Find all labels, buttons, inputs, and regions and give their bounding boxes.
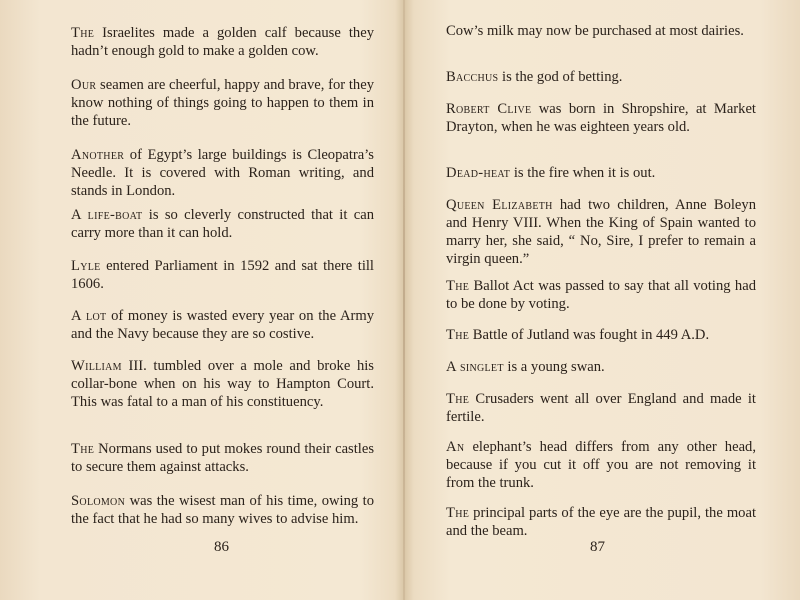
entry: [71, 76, 374, 130]
entry-lead: Dead-heat: [446, 165, 511, 181]
entry: [446, 100, 756, 136]
entry-text: entered Parliament in 1592 and sat there till 1606.: [71, 258, 374, 292]
entry-text: is a young swan.: [503, 359, 605, 375]
entry-lead: The: [446, 278, 470, 294]
entry-lead: Another: [71, 147, 125, 163]
entry-text: Crusaders went all over England and made it fertile.: [446, 391, 756, 425]
entry: [446, 22, 756, 40]
entry-lead: Bacchus: [446, 69, 499, 85]
entry: [446, 196, 756, 268]
entry: [71, 440, 374, 476]
entry-text: was born in Shropshire, at Market Drayton, when he was eighteen years old.: [446, 101, 756, 135]
entry-lead: Queen Elizabeth: [446, 197, 553, 213]
entry: [71, 357, 374, 411]
entry-text: had two children, Anne Boleyn and Henry VIII. When the King of Spain wanted to marry her, she said, “ No, Sire, I prefer to remain a virgin queen.”: [446, 197, 756, 267]
entry-text: is the god of betting.: [498, 69, 623, 85]
entry: [71, 206, 374, 242]
entry: [446, 68, 756, 86]
entry: [71, 492, 374, 528]
entry-text: principal parts of the eye are the pupil, the moat and the beam.: [446, 505, 756, 539]
entry-lead: Lyle: [71, 258, 101, 274]
entry-text: is so cleverly constructed that it can carry more than it can hold.: [71, 207, 374, 241]
entry-lead: The: [446, 505, 470, 521]
entry-text: is the fire when it is out.: [510, 165, 656, 181]
entry: [446, 277, 756, 313]
entry-text: was the wisest man of his time, owing to the fact that he had so many wives to advise him.: [71, 493, 374, 527]
page-number: 86: [214, 539, 229, 555]
entry: [71, 146, 374, 200]
entry-lead: The: [446, 391, 470, 407]
entry-text: elephant’s head differs from any other head, because if you cut it off you are not removing it from the trunk.: [446, 439, 756, 491]
book-gutter: [403, 0, 405, 600]
entry-lead: The: [71, 25, 95, 41]
entry-lead: A lot: [71, 308, 107, 324]
entry-text: Normans used to put mokes round their castles to secure them against attacks.: [71, 441, 374, 475]
entry: [71, 24, 374, 60]
entry-lead: Robert Clive: [446, 101, 532, 117]
entry-text: III. tumbled over a mole and broke his collar-bone when on his way to Hampton Court. This was fatal to a man of his constituency.: [71, 358, 374, 410]
entry-lead: The: [71, 441, 95, 457]
entry: [446, 326, 756, 344]
entry-lead: An: [446, 439, 465, 455]
entry-lead: William: [71, 358, 122, 374]
right-page: [408, 0, 800, 600]
entry: [446, 438, 756, 492]
entry: [446, 358, 756, 376]
entry-text: Israelites made a golden calf because they hadn’t enough gold to make a golden cow.: [71, 25, 374, 59]
entry: [446, 390, 756, 426]
entry-lead: Our: [71, 77, 97, 93]
entry-text: of money is wasted every year on the Army and the Navy because they are so costive.: [71, 308, 374, 342]
entry-text: Cow’s milk may now be purchased at most dairies.: [446, 23, 744, 39]
page-number: 87: [590, 539, 605, 555]
entry: [446, 504, 756, 540]
entry-text: of Egypt’s large buildings is Cleopatra’s Needle. It is covered with Roman writing, and stands in London.: [71, 147, 374, 199]
entry-text: Battle of Jutland was fought in 449 A.D.: [469, 327, 710, 343]
entry: [71, 257, 374, 293]
entry-lead: The: [446, 327, 470, 343]
entry-lead: A singlet: [446, 359, 504, 375]
entry: [71, 307, 374, 343]
entry-lead: Solomon: [71, 493, 126, 509]
entry: [446, 164, 756, 182]
entry-text: seamen are cheerful, happy and brave, for they know nothing of things going to happen to them in the future.: [71, 77, 374, 129]
entry-text: Ballot Act was passed to say that all voting had to be done by voting.: [446, 278, 756, 312]
entry-lead: A life-boat: [71, 207, 143, 223]
